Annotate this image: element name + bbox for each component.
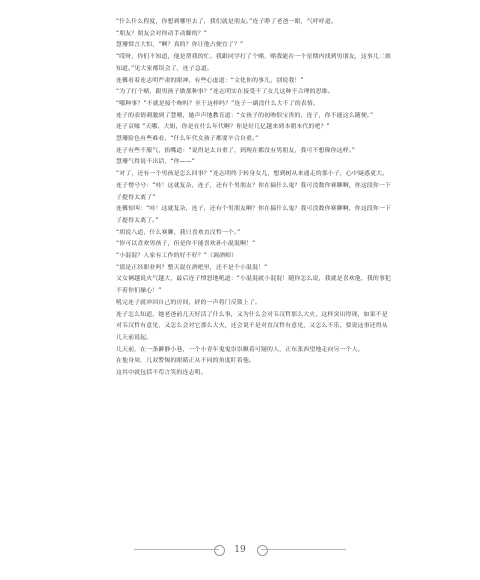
paragraph: 父女俩越说火气越大，最后连子愤怒地吼道：“小混混就小混混！随你怎么说，我就是喜欢他，我的事犯不着你们操心！”	[116, 276, 392, 295]
paragraph: 在他身周，几双警惕的眼睛正从不同的角度盯着他。	[116, 358, 255, 365]
paragraph: “哎呀，你们不知道，他是帮我的忙。我跟同学打了个赌，赌我能在一个星期内找到男朋友，这事儿二姐知道。”见大家都误会了，连子急道。	[116, 54, 392, 72]
footer-ornament-right-icon	[257, 545, 268, 556]
paragraph: “胡说八道，什么赛聊，我只喜欢直汉哲一个。”	[116, 229, 241, 236]
paragraph: 连子怎么知道，她老爸前几天好活了什么事，又为什么会对韦汉哲那么大火，这样突出得现，如果不是对韦汉哲有意见，又怎么会对它那么大火，还会说不是对直汉哲有意见，又怎么不乐，要说这事还得从几天前说起。	[116, 311, 388, 341]
paragraph: “小混混？人家有工作的好不好？”（调酒师）	[116, 253, 238, 260]
paragraph: “对了，还有一个男孩是怎么回事？”连志明终于转身女儿，想到树从来通走的那小子，心中疑惑更大。	[116, 171, 389, 178]
paragraph: 慧珊窝言大怕，“啊？真的？你让他占便宜了？”	[116, 42, 244, 49]
footer-ornament-left-icon	[214, 545, 225, 556]
paragraph: “什么什么程度，你想到哪里去了，我们就是朋友。”连子睁了老爸一眼，气呼呼道。	[116, 19, 337, 25]
page-number: 19	[234, 545, 246, 555]
footer-rule-right	[261, 549, 346, 550]
paragraph: “哪种事？”不就是接个吻吗？至于这样吗？”连子一副没什么大不了的表情。	[116, 100, 319, 107]
paragraph: 几天前，在一条僻静小巷，一个小青年鬼鬼祟祟瞅着可疑的人，正东张西望地走向另一个人。	[116, 346, 364, 353]
page-body-text	[116, 17, 392, 380]
paragraph: 连子哀嚎 “天哪，大姐，你是在什么年代啊？你是好几亿越来到本朝本代的吧？”	[116, 124, 330, 131]
page-footer	[0, 540, 480, 560]
paragraph: 慧珊气得说不出话，“你——”	[116, 159, 195, 166]
paragraph: 连子愣兮兮：“哇！这就复杂，连子，还有个男朋友？你在搞什么鬼？我可没数你赛聊啊，你这段你一下子提得太离了”	[116, 182, 392, 201]
paragraph: 连子的表情刺激到了慧珊，她声声地教育道：“女孩子的初吻很宝贵的，连子，你不能这么随便。”	[116, 112, 374, 119]
paragraph: 连子有些不服气，掐嘴道：“说得是太自重了，到现在都没有男朋友，我可不想像你这样。”	[116, 147, 356, 154]
paragraph: 连馨看着连志明严肃的眼神，有些心虚道：“文化你的事儿，别说我！”	[116, 77, 304, 84]
paragraph: 慧珊脸色有些难看，“什么年代女孩子都要辛合自重。”	[116, 136, 259, 143]
paragraph: “那是正经职业吗？整天混在酒吧里，还不是个小混混！”	[116, 264, 268, 271]
paragraph: “为了打个赌，跟男孩子做那种事？”连志明实在接受不了女儿这种不合理的思维。	[116, 89, 334, 96]
footer-rule-left	[134, 549, 219, 550]
paragraph: 这其中就包括不苟言笑的连志明。	[116, 370, 207, 377]
paragraph: 吼完连子就冲回自己的房间，砰的一声将门反锁上了。	[116, 299, 261, 306]
paragraph: “朋友？朋友会对你动手动脚的？”	[116, 30, 207, 37]
paragraph: 连馨惊叫：“哇！这就复杂，连子，还有个男朋友啊？你在搞什么鬼？我可没数你赛聊啊，你这段你一下子提得太离了。”	[116, 206, 392, 224]
paragraph: “你可以喜欢男孩子，但是你不能喜欢孙小混混啊！”	[116, 241, 256, 248]
